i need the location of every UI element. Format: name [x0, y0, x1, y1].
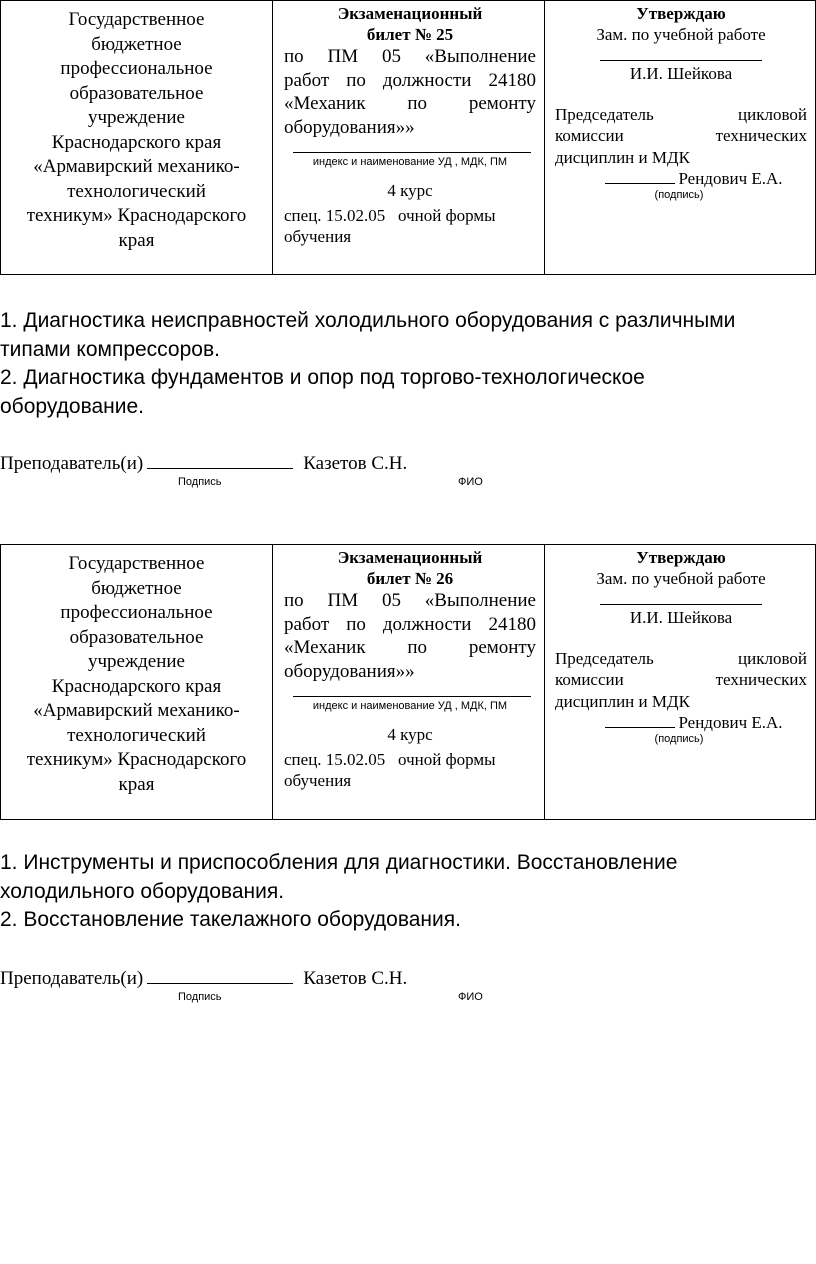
study-form: обучения	[284, 227, 352, 246]
word: Председатель	[555, 104, 654, 124]
deputy-name: И.И. Шейкова	[629, 607, 733, 627]
signature-caption: (подпись)	[654, 189, 704, 201]
deputy-title: Зам. по учебной работе	[596, 25, 766, 44]
fio-caption: ФИО	[458, 476, 483, 488]
institution-line: техникум» Краснодарского	[26, 205, 247, 226]
question-line: оборудование.	[0, 394, 145, 418]
index-caption: индекс и наименование УД , МДК, ПМ	[312, 156, 508, 168]
chair-line	[555, 104, 807, 126]
module-line: оборудования»»	[284, 116, 415, 138]
question-line: 2. Диагностика фундаментов и опор под торгово-технологическое	[0, 366, 645, 389]
word: комиссии	[555, 126, 624, 145]
question-line: холодильного оборудования.	[0, 879, 285, 903]
teacher-name: Казетов С.Н.	[303, 453, 408, 474]
institution-line: профессиональное	[60, 58, 213, 79]
word: должности	[382, 69, 472, 91]
word: по	[407, 93, 428, 114]
word: по	[284, 590, 304, 611]
question-line: типами компрессоров.	[0, 337, 220, 361]
specialty-block	[284, 205, 536, 247]
questions-25	[0, 307, 800, 421]
fio-caption: ФИО	[458, 991, 483, 1003]
chair-signature	[555, 168, 807, 189]
specialty-block	[284, 749, 536, 791]
ticket-title-line: Экзаменационный	[337, 4, 483, 23]
word: «Выполнение	[424, 46, 536, 67]
module-line	[284, 45, 536, 69]
word: ПМ	[327, 590, 359, 611]
word: комиссии	[555, 670, 624, 689]
chair-line: дисциплин и МДК	[555, 147, 690, 167]
word: цикловой	[738, 648, 807, 668]
word: «Механик	[284, 637, 366, 658]
institution-line: профессиональное	[60, 602, 213, 623]
specialty-line: спец. 15.02.05 очной формы	[284, 750, 496, 769]
institution-line: «Армавирский механико-	[33, 156, 240, 177]
approval-title: Утверждаю	[636, 548, 726, 567]
institution-cell	[1, 545, 273, 819]
teacher-line	[0, 965, 407, 991]
institution-line: Государственное	[68, 553, 205, 574]
course-label: 4 курс	[387, 181, 433, 200]
teacher-line	[0, 450, 407, 476]
deputy-name: И.И. Шейкова	[629, 63, 733, 83]
index-rule	[293, 696, 531, 697]
chair-name: Рендович Е.А.	[678, 713, 783, 732]
ticket-title	[284, 547, 536, 589]
word: ПМ	[327, 46, 359, 67]
institution-line: учреждение	[88, 651, 185, 672]
institution-line: Краснодарского края	[51, 675, 222, 697]
institution-line: края	[118, 229, 155, 251]
institution-line: технологический	[67, 180, 206, 202]
institution-line: бюджетное	[91, 33, 182, 55]
word: 05	[381, 46, 401, 67]
module-line: оборудования»»	[284, 660, 415, 682]
questions-26	[0, 849, 800, 935]
ticket-info-cell	[273, 1, 545, 274]
word: 24180	[488, 69, 536, 91]
teacher-signature-line	[147, 965, 293, 984]
ticket-number: билет № 25	[366, 25, 454, 44]
institution-line: бюджетное	[91, 577, 182, 599]
deputy-signature-line	[600, 60, 762, 61]
word: 05	[381, 590, 401, 611]
word: по	[346, 613, 366, 635]
ticket-title	[284, 3, 536, 45]
index-rule	[293, 152, 531, 153]
institution-line: края	[118, 773, 155, 795]
word: должности	[382, 613, 472, 635]
word: технических	[715, 670, 807, 689]
deputy-title: Зам. по учебной работе	[596, 569, 766, 588]
question-line: 1. Инструменты и приспособления для диагностики. Восстановление	[0, 851, 678, 874]
course-label: 4 курс	[387, 725, 433, 744]
word: работ	[284, 613, 330, 635]
chair-line: дисциплин и МДК	[555, 691, 690, 711]
question-line: 1. Диагностика неисправностей холодильного оборудования с различными	[0, 309, 736, 332]
ticket-header-table	[0, 0, 816, 275]
institution-line: техникум» Краснодарского	[26, 749, 247, 770]
ticket-info-cell	[273, 545, 545, 819]
ticket-header-table	[0, 544, 816, 820]
chair-line	[555, 125, 807, 147]
module-line	[284, 589, 536, 613]
signature-caption: Подпись	[178, 991, 222, 1003]
teacher-name: Казетов С.Н.	[303, 968, 408, 989]
chair-signature-line	[605, 169, 675, 184]
teacher-label: Преподаватель(и)	[0, 453, 144, 474]
index-caption: индекс и наименование УД , МДК, ПМ	[312, 700, 508, 712]
institution-line: образовательное	[69, 82, 204, 104]
approval-cell	[545, 545, 815, 819]
word: технических	[715, 126, 807, 145]
word: работ	[284, 69, 330, 91]
institution-line: «Армавирский механико-	[33, 700, 240, 721]
institution-line: Краснодарского края	[51, 131, 222, 153]
teacher-label: Преподаватель(и)	[0, 968, 144, 989]
word: Председатель	[555, 648, 654, 668]
module-line	[284, 92, 536, 116]
specialty-line: спец. 15.02.05 очной формы	[284, 206, 496, 225]
approval-title: Утверждаю	[636, 4, 726, 23]
chair-signature	[555, 712, 807, 733]
module-line	[284, 69, 536, 93]
word: ремонту	[468, 93, 536, 114]
ticket-title-line: Экзаменационный	[337, 548, 483, 567]
word: ремонту	[468, 637, 536, 658]
signature-caption: Подпись	[178, 476, 222, 488]
chair-line	[555, 648, 807, 670]
word: цикловой	[738, 104, 807, 124]
chair-signature-line	[605, 713, 675, 728]
module-line	[284, 636, 536, 660]
word: по	[407, 637, 428, 658]
question-line: 2. Восстановление такелажного оборудования.	[0, 908, 461, 931]
deputy-signature-line	[600, 604, 762, 605]
institution-cell	[1, 1, 273, 274]
teacher-signature-line	[147, 450, 293, 469]
word: «Выполнение	[424, 590, 536, 611]
word: по	[284, 46, 304, 67]
institution-line: образовательное	[69, 626, 204, 648]
approval-cell	[545, 1, 815, 274]
word: 24180	[488, 613, 536, 635]
word: по	[346, 69, 366, 91]
study-form: обучения	[284, 771, 352, 790]
word: «Механик	[284, 93, 366, 114]
ticket-number: билет № 26	[366, 569, 454, 588]
signature-caption: (подпись)	[654, 733, 704, 745]
institution-line: технологический	[67, 724, 206, 746]
chair-name: Рендович Е.А.	[678, 169, 783, 188]
module-line	[284, 613, 536, 637]
chair-line	[555, 669, 807, 691]
institution-line: учреждение	[88, 107, 185, 128]
institution-line: Государственное	[68, 9, 205, 30]
